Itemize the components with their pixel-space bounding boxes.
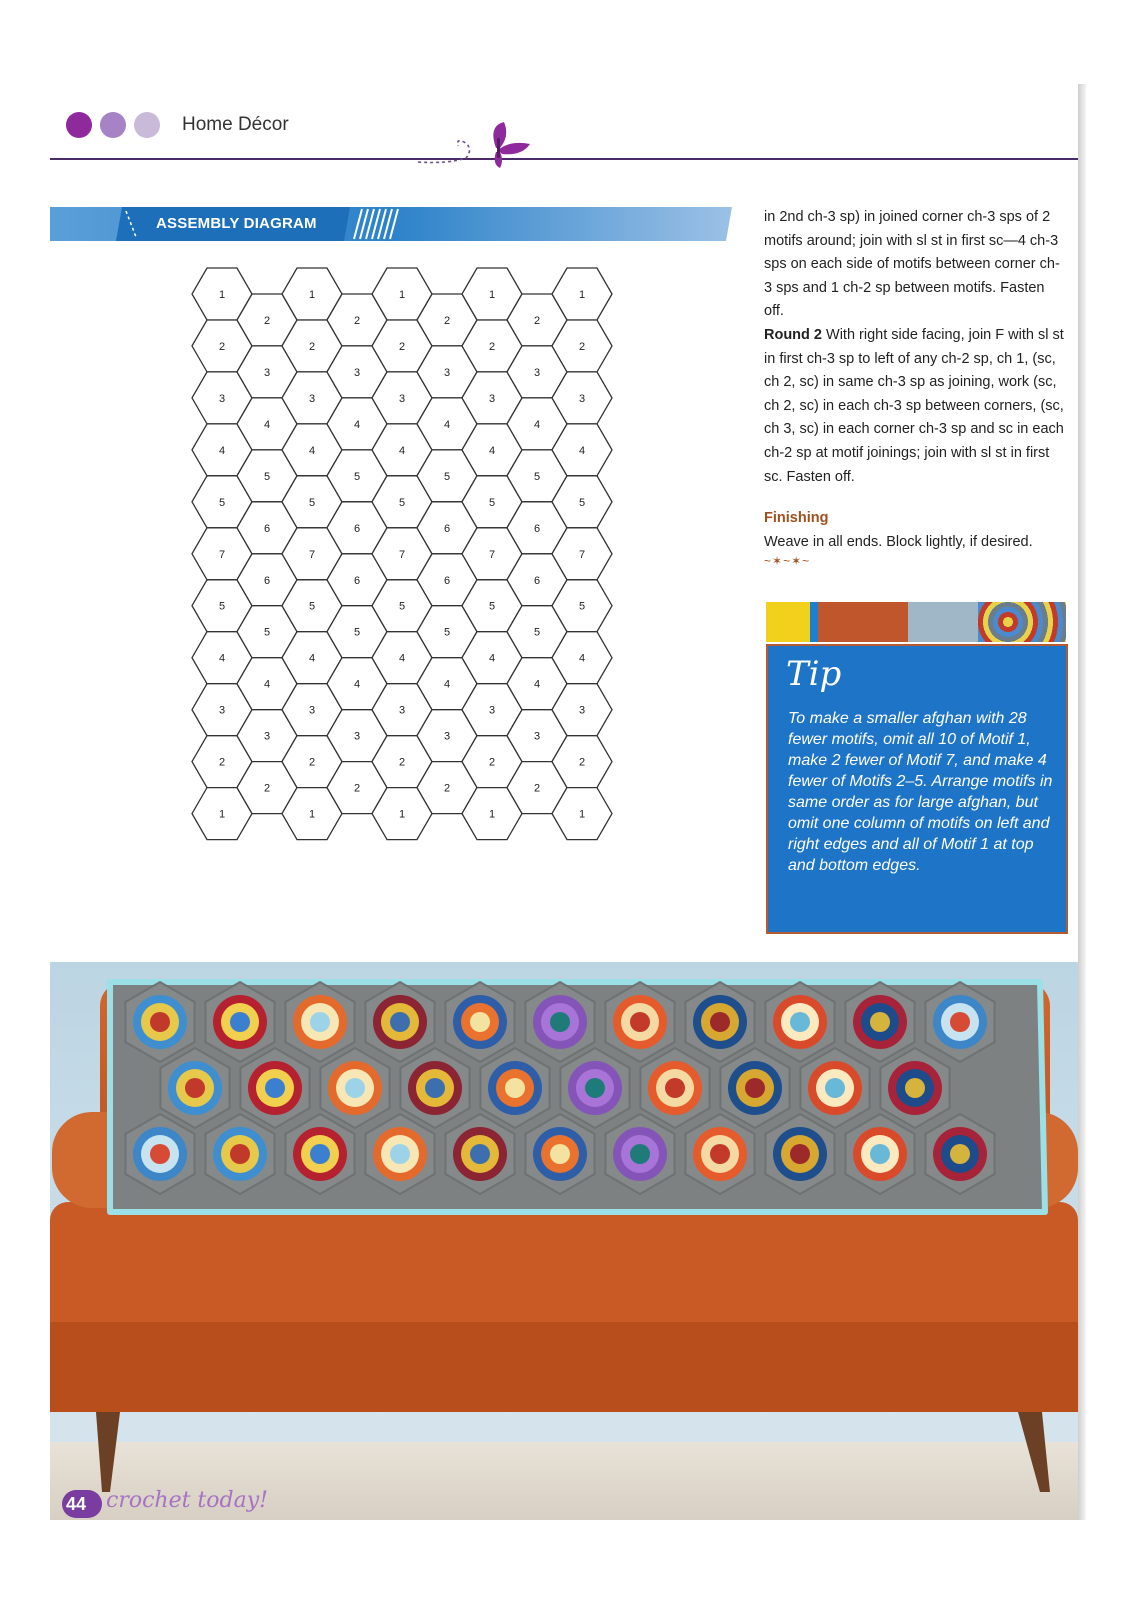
assembly-diagram-banner xyxy=(50,207,740,241)
hex-motif-number: 5 xyxy=(263,626,271,639)
hex-motif-number: 5 xyxy=(488,600,496,613)
hex-motif-number: 3 xyxy=(263,366,271,379)
hex-motif-number: 1 xyxy=(308,808,316,821)
hex-motif-number: 3 xyxy=(263,730,271,743)
hex-motif-number: 1 xyxy=(488,808,496,821)
hex-motif-number: 2 xyxy=(398,340,406,353)
hex-motif-number: 4 xyxy=(218,652,226,665)
hex-motif-number: 1 xyxy=(488,289,496,301)
hex-motif-number: 3 xyxy=(533,730,541,743)
hex-motif-number: 5 xyxy=(263,470,271,483)
hex-motif-number: 4 xyxy=(218,444,226,457)
hex-motif-number: 4 xyxy=(308,652,316,665)
afghan-motif-ring xyxy=(905,1078,925,1098)
afghan-motif-ring xyxy=(665,1078,685,1098)
afghan-motif-ring xyxy=(310,1012,330,1032)
hex-motif-number: 2 xyxy=(488,340,496,353)
hex-motif-number: 3 xyxy=(398,392,406,405)
hex-motif-number: 1 xyxy=(218,808,226,821)
hex-motif-number: 2 xyxy=(218,756,226,769)
decorative-stitch-divider: ~✶~✶~ xyxy=(764,554,811,569)
butterfly-icon xyxy=(418,118,548,170)
hex-motif-number: 5 xyxy=(353,470,361,483)
finishing-heading: Finishing xyxy=(764,510,829,527)
hex-motif-number: 2 xyxy=(308,756,316,769)
afghan-motif-ring xyxy=(790,1012,810,1032)
hex-motif-number: 5 xyxy=(353,626,361,639)
hex-motif-number: 5 xyxy=(308,496,316,509)
hex-motif-number: 5 xyxy=(533,626,541,639)
assembly-diagram-title: ASSEMBLY DIAGRAM xyxy=(156,215,317,232)
hexagon-afghan xyxy=(110,982,1045,1212)
hex-motif-number: 1 xyxy=(398,808,406,821)
strip-swatch-rust xyxy=(818,602,908,642)
afghan-motif-ring xyxy=(870,1012,890,1032)
round1-continued-text: in 2nd ch-3 sp) in joined corner ch-3 sps of 2 motifs around; join with sl st in first sc—4 ch-3 sps on each side of motifs between corner ch-3 sps and 1 ch-2 sp between motifs. Fasten off. xyxy=(764,209,1060,320)
afghan-motif-ring xyxy=(150,1012,170,1032)
hex-motif-number: 3 xyxy=(443,730,451,743)
hex-motif-number: 3 xyxy=(308,392,316,405)
strip-swatch-blue xyxy=(810,602,818,642)
hex-motif-number: 4 xyxy=(308,444,316,457)
hex-motif-number: 4 xyxy=(443,418,451,431)
afghan-motif-ring xyxy=(710,1012,730,1032)
afghan-motif-ring xyxy=(585,1078,605,1098)
afghan-motif-ring xyxy=(630,1144,650,1164)
hex-motif-number: 5 xyxy=(533,470,541,483)
round2-paragraph xyxy=(764,324,1066,489)
tip-title: Tip xyxy=(786,654,842,694)
afghan-motif-ring xyxy=(150,1144,170,1164)
hex-motif-number: 4 xyxy=(488,652,496,665)
hex-motif-number: 4 xyxy=(353,678,361,691)
hex-motif-number: 7 xyxy=(578,548,586,561)
hex-motif-number: 2 xyxy=(443,315,451,327)
header-dot-light xyxy=(134,112,160,138)
tip-box xyxy=(766,644,1068,934)
afghan-motif-ring xyxy=(345,1078,365,1098)
afghan-motif-ring xyxy=(425,1078,445,1098)
hex-motif-number: 4 xyxy=(533,418,541,431)
afghan-sofa-photo xyxy=(50,962,1078,1520)
afghan-motif-ring xyxy=(505,1078,525,1098)
afghan-motif-ring xyxy=(630,1012,650,1032)
finishing-text: Weave in all ends. Block lightly, if desired. xyxy=(764,533,1033,550)
hex-motif-number: 3 xyxy=(578,704,586,717)
hex-motif-number: 4 xyxy=(578,652,586,665)
hex-motif-number: 6 xyxy=(263,522,271,535)
assembly-hex-diagram xyxy=(180,264,640,864)
hex-motif-number: 6 xyxy=(263,574,271,587)
hex-motif-number: 7 xyxy=(308,548,316,561)
strip-swatch-motif xyxy=(978,602,1066,642)
afghan-motif-ring xyxy=(230,1012,250,1032)
page-header xyxy=(66,108,289,142)
hex-motif-number: 3 xyxy=(488,392,496,405)
hex-motif-number: 5 xyxy=(398,496,406,509)
hex-motif-number: 3 xyxy=(578,392,586,405)
hex-motif-number: 4 xyxy=(263,418,271,431)
afghan-motif-ring xyxy=(185,1078,205,1098)
hex-motif-number: 1 xyxy=(578,289,586,301)
sofa-base xyxy=(50,1322,1078,1412)
hex-motif-number: 3 xyxy=(353,730,361,743)
hex-motif-number: 3 xyxy=(218,704,226,717)
afghan-motif-ring xyxy=(550,1144,570,1164)
hex-motif-number: 4 xyxy=(443,678,451,691)
hex-motif-number: 4 xyxy=(263,678,271,691)
hex-motif-number: 3 xyxy=(443,366,451,379)
hex-motif-number: 7 xyxy=(488,548,496,561)
tip-body: To make a smaller afghan with 28 fewer motifs, omit all 10 of Motif 1, make 2 fewer of Motif 7, and make 4 fewer of Motifs 2–5. Arrange motifs in same order as for large afghan, but omit one column of motifs on left and right edges and all of Motif 1 at top and bottom edges. xyxy=(788,710,1053,874)
hex-motif-number: 7 xyxy=(398,548,406,561)
hex-motif-number: 2 xyxy=(443,782,451,795)
section-label: Home Décor xyxy=(182,114,289,135)
hex-motif-number: 3 xyxy=(398,704,406,717)
header-rule xyxy=(50,158,1078,160)
afghan-motif-ring xyxy=(790,1144,810,1164)
hex-motif-number: 5 xyxy=(578,496,586,509)
hex-motif-number: 2 xyxy=(263,315,271,327)
afghan-motif-ring xyxy=(390,1012,410,1032)
hex-motif-number: 3 xyxy=(353,366,361,379)
hex-motif-number: 4 xyxy=(488,444,496,457)
round2-label: Round 2 xyxy=(764,326,822,343)
afghan-motif-ring xyxy=(745,1078,765,1098)
afghan-motif-ring xyxy=(825,1078,845,1098)
afghan-motif-ring xyxy=(230,1144,250,1164)
hex-motif-number: 2 xyxy=(578,340,586,353)
hex-motif-number: 3 xyxy=(488,704,496,717)
tip-photo-strip xyxy=(766,602,1066,642)
hex-motif-number: 1 xyxy=(398,289,406,301)
strip-swatch-grey xyxy=(908,602,978,642)
hex-motif-number: 5 xyxy=(398,600,406,613)
hex-motif-number: 3 xyxy=(308,704,316,717)
hex-motif-number: 4 xyxy=(578,444,586,457)
round2-text: With right side facing, join F with sl st in first ch-3 sp to left of any ch-2 sp, ch 1, (sc, ch 2, sc) in same ch-3 sp as joining, work (sc, ch 2, sc) in each ch-3 sp between corners, (sc, ch 3, sc) in each corner ch-3 sp and sc in each ch-2 sp at motif joinings; join with sl st in first sc. Fasten off. xyxy=(764,326,1064,485)
afghan-motif-ring xyxy=(550,1012,570,1032)
hex-motif-number: 5 xyxy=(578,600,586,613)
hex-motif-number: 5 xyxy=(218,600,226,613)
hex-motif-number: 1 xyxy=(578,808,586,821)
page-edge xyxy=(1078,84,1086,1520)
afghan-motif-ring xyxy=(470,1012,490,1032)
hex-motif-number: 4 xyxy=(398,652,406,665)
hex-motif-number: 2 xyxy=(398,756,406,769)
hex-motif-number: 4 xyxy=(353,418,361,431)
afghan-motif-ring xyxy=(950,1012,970,1032)
hex-motif-number: 6 xyxy=(533,574,541,587)
magazine-name: crochet today! xyxy=(106,1488,268,1513)
hex-motif-number: 3 xyxy=(218,392,226,405)
hex-motif-number: 2 xyxy=(353,315,361,327)
hex-motif-number: 5 xyxy=(488,496,496,509)
afghan-motif-ring xyxy=(870,1144,890,1164)
header-dot-medium xyxy=(100,112,126,138)
strip-swatch-yellow xyxy=(766,602,810,642)
hex-motif-number: 4 xyxy=(533,678,541,691)
hex-motif-number: 5 xyxy=(218,496,226,509)
afghan-motif-ring xyxy=(950,1144,970,1164)
hex-motif-number: 6 xyxy=(353,522,361,535)
hex-motif-number: 2 xyxy=(263,782,271,795)
hex-motif-number: 3 xyxy=(533,366,541,379)
hex-motif-number: 7 xyxy=(218,548,226,561)
hex-motif-number: 2 xyxy=(533,782,541,795)
afghan-motif-ring xyxy=(265,1078,285,1098)
hex-motif-number: 6 xyxy=(443,522,451,535)
hex-motif-number: 6 xyxy=(533,522,541,535)
hex-motif-number: 2 xyxy=(308,340,316,353)
hex-motif-number: 4 xyxy=(398,444,406,457)
hex-motif-number: 6 xyxy=(443,574,451,587)
hex-motif-number: 1 xyxy=(218,289,226,301)
afghan-motif-ring xyxy=(470,1144,490,1164)
hex-motif-number: 5 xyxy=(443,470,451,483)
page-number: 44 xyxy=(66,1494,87,1514)
hex-motif-number: 5 xyxy=(443,626,451,639)
hex-motif-number: 2 xyxy=(353,782,361,795)
hex-motif-number: 2 xyxy=(218,340,226,353)
hex-motif-number: 2 xyxy=(578,756,586,769)
hex-motif-number: 1 xyxy=(308,289,316,301)
afghan-motif-ring xyxy=(390,1144,410,1164)
hex-motif-number: 2 xyxy=(533,315,541,327)
pattern-instructions xyxy=(764,206,1066,568)
hex-motif-number: 5 xyxy=(308,600,316,613)
hex-motif-number: 6 xyxy=(353,574,361,587)
afghan-motif-ring xyxy=(710,1144,730,1164)
hex-motif-number: 2 xyxy=(488,756,496,769)
header-dot-dark xyxy=(66,112,92,138)
afghan-motif-ring xyxy=(310,1144,330,1164)
